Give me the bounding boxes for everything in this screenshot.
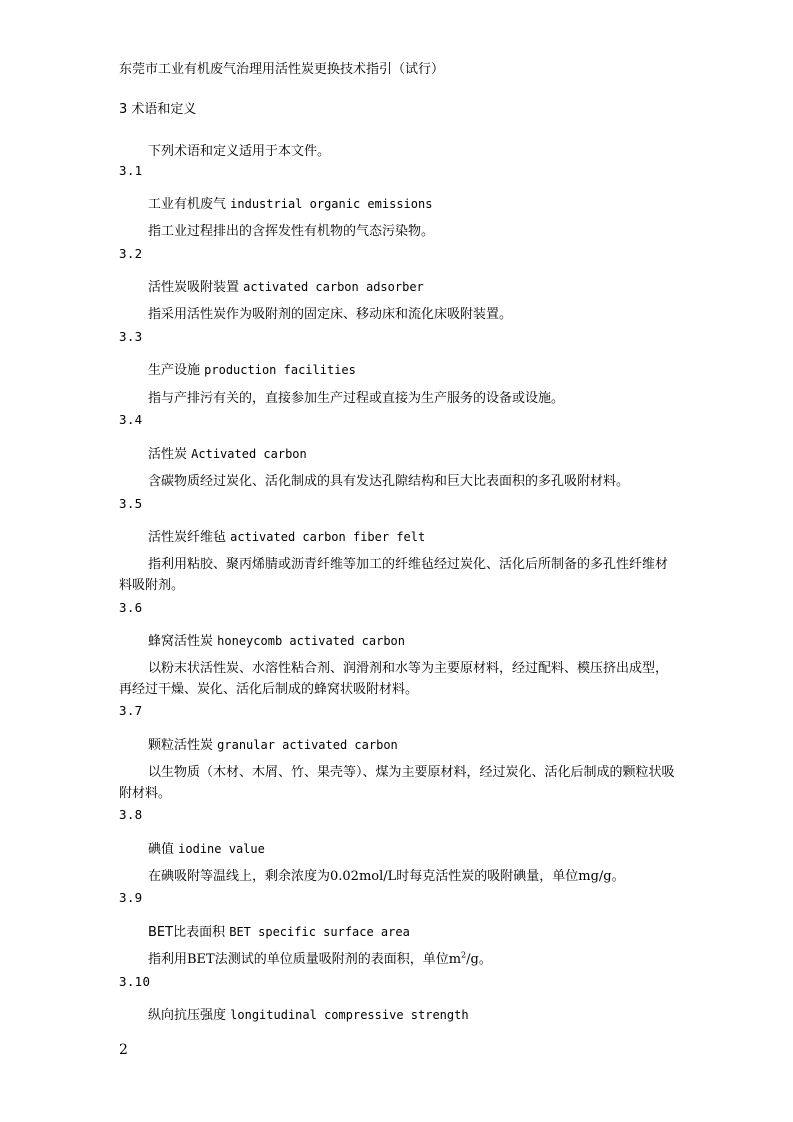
term-heading (148, 359, 356, 378)
term-heading (148, 276, 424, 295)
term-number: 3.6 (119, 600, 143, 615)
term-heading (148, 1004, 469, 1023)
superscript: 2 (461, 950, 467, 960)
definition-text: /g。 (466, 952, 492, 967)
term-definition: 指利用粘胶、聚丙烯腈或沥青纤维等加工的纤维毡经过炭化、活化后所制备的多孔性纤维材料吸附剂。 (119, 557, 669, 593)
term-zh: 碘值 (148, 842, 175, 857)
term-en: production facilities (204, 363, 356, 377)
term-definition: 指与产排污有关的，直接参加生产过程或直接为生产服务的设备或设施。 (148, 391, 565, 406)
term-en: activated carbon fiber felt (230, 530, 426, 544)
term-number: 3.9 (119, 890, 143, 905)
term-zh: 活性炭纤维毡 (148, 530, 227, 545)
term-zh: 蜂窝活性炭 (148, 634, 214, 649)
term-en: granular activated carbon (217, 738, 398, 752)
term-definition: 指工业过程排出的含挥发性有机物的气态污染物。 (148, 224, 435, 239)
term-zh: 活性炭吸附装置 (148, 280, 240, 295)
term-number: 3.4 (119, 412, 143, 427)
intro-text: 下列术语和定义适用于本文件。 (148, 144, 331, 159)
term-heading (148, 838, 265, 857)
definition-text: 指利用BET法测试的单位质量吸附剂的表面积，单位m (148, 952, 462, 967)
term-number: 3.5 (119, 496, 143, 511)
term-heading (148, 526, 425, 545)
term-en: activated carbon adsorber (243, 280, 424, 294)
term-en: BET specific surface area (229, 925, 410, 939)
document-header: 东莞市工业有机废气治理用活性炭更换技术指引（试行） (119, 62, 445, 77)
term-zh: 纵向抗压强度 (148, 1008, 227, 1023)
term-heading (148, 193, 432, 212)
term-definition: 含碳物质经过炭化、活化制成的具有发达孔隙结构和巨大比表面积的多孔吸附材料。 (148, 474, 630, 489)
term-zh: BET比表面积 (148, 925, 226, 940)
section-title: 3 术语和定义 (119, 102, 197, 117)
term-en: honeycomb activated carbon (217, 634, 405, 648)
term-definition: 在碘吸附等温线上，剩余浓度为0.02mol/L时每克活性炭的吸附碘量，单位mg/g。 (148, 869, 625, 884)
term-zh: 活性炭 (148, 447, 188, 462)
term-heading (148, 630, 405, 649)
term-number: 3.7 (119, 703, 143, 718)
term-definition: 以粉末状活性炭、水溶性粘合剂、润滑剂和水等为主要原材料，经过配料、模压挤出成型，再经过干燥、炭化、活化后制成的蜂窝状吸附材料。 (119, 661, 669, 697)
term-en: longitudinal compressive strength (230, 1008, 469, 1022)
term-en: Activated carbon (191, 447, 307, 461)
term-definition: 以生物质（木材、木屑、竹、果壳等）、煤为主要原材料，经过炭化、活化后制成的颗粒状吸附材料。 (119, 765, 675, 801)
term-en: industrial organic emissions (230, 197, 433, 211)
term-zh: 工业有机废气 (148, 197, 227, 212)
page-number: 2 (119, 1042, 128, 1058)
term-zh: 生产设施 (148, 363, 201, 378)
term-definition (148, 949, 492, 970)
term-number: 3.1 (119, 163, 143, 178)
term-number: 3.3 (119, 329, 143, 344)
term-number: 3.8 (119, 807, 143, 822)
term-heading (148, 443, 307, 462)
term-heading (148, 734, 398, 753)
term-zh: 颗粒活性炭 (148, 738, 214, 753)
term-en: iodine value (178, 842, 265, 856)
term-definition: 指采用活性炭作为吸附剂的固定床、移动床和流化床吸附装置。 (148, 307, 513, 322)
term-number: 3.10 (119, 974, 151, 989)
term-number: 3.2 (119, 246, 143, 261)
term-heading (148, 921, 410, 940)
